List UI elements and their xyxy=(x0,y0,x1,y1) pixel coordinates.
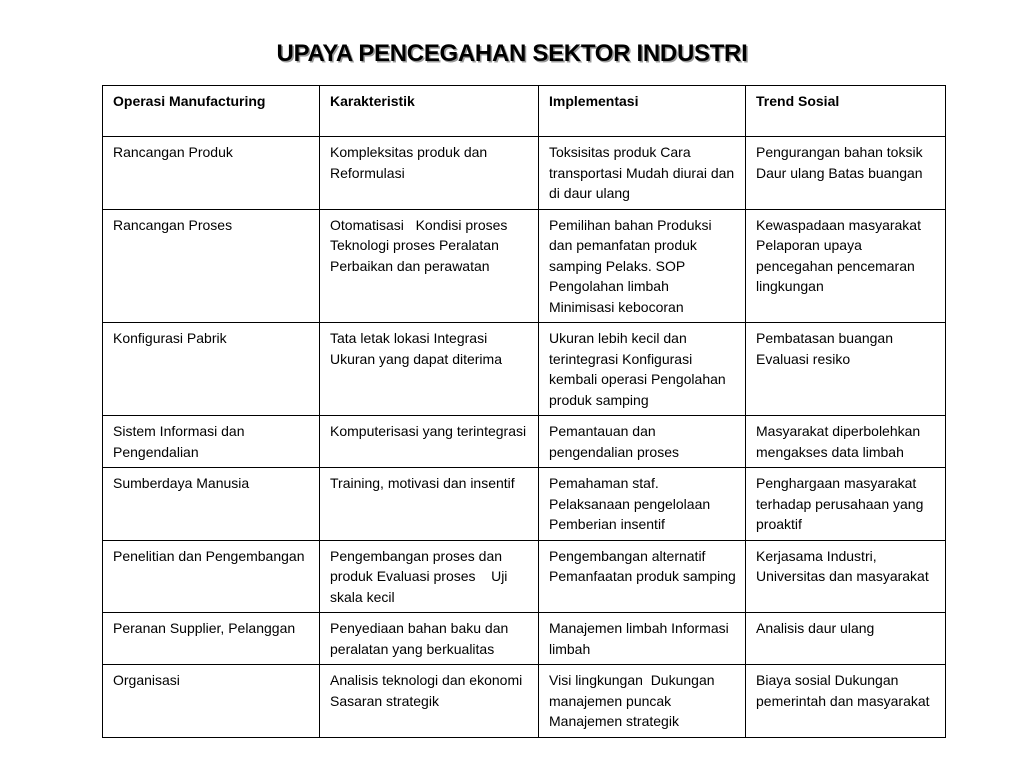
cell-trend-sosial: Pengurangan bahan toksik Daur ulang Batas buangan xyxy=(746,137,946,210)
slide-title: UPAYA PENCEGAHAN SEKTOR INDUSTRI xyxy=(276,40,748,67)
header-operasi-manufacturing: Operasi Manufacturing xyxy=(103,86,320,137)
table-row xyxy=(103,416,946,468)
header-trend-sosial: Trend Sosial xyxy=(746,86,946,137)
header-karakteristik: Karakteristik xyxy=(320,86,539,137)
table-row xyxy=(103,540,946,613)
cell-operasi: Penelitian dan Pengembangan xyxy=(103,540,320,613)
cell-trend-sosial: Pembatasan buangan Evaluasi resiko xyxy=(746,323,946,416)
cell-karakteristik: Analisis teknologi dan ekonomi Sasaran strategik xyxy=(320,665,539,738)
table-row xyxy=(103,468,946,541)
cell-implementasi: Toksisitas produk Cara transportasi Mudah diurai dan di daur ulang xyxy=(539,137,746,210)
cell-karakteristik: Otomatisasi Kondisi proses Teknologi proses Peralatan Perbaikan dan perawatan xyxy=(320,209,539,323)
cell-trend-sosial: Masyarakat diperbolehkan mengakses data limbah xyxy=(746,416,946,468)
cell-trend-sosial: Analisis daur ulang xyxy=(746,613,946,665)
cell-operasi: Sumberdaya Manusia xyxy=(103,468,320,541)
cell-implementasi: Visi lingkungan Dukungan manajemen puncak Manajemen strategik xyxy=(539,665,746,738)
cell-karakteristik: Pengembangan proses dan produk Evaluasi proses Uji skala kecil xyxy=(320,540,539,613)
cell-implementasi: Pengembangan alternatif Pemanfaatan produk samping xyxy=(539,540,746,613)
cell-implementasi: Manajemen limbah Informasi limbah xyxy=(539,613,746,665)
cell-implementasi: Pemantauan dan pengendalian proses xyxy=(539,416,746,468)
cell-trend-sosial: Kerjasama Industri, Universitas dan masyarakat xyxy=(746,540,946,613)
cell-implementasi: Pemilihan bahan Produksi dan pemanfatan produk samping Pelaks. SOP Pengolahan limbah Minimisasi kebocoran xyxy=(539,209,746,323)
cell-operasi: Peranan Supplier, Pelanggan xyxy=(103,613,320,665)
cell-trend-sosial: Biaya sosial Dukungan pemerintah dan masyarakat xyxy=(746,665,946,738)
cell-karakteristik: Training, motivasi dan insentif xyxy=(320,468,539,541)
cell-trend-sosial: Kewaspadaan masyarakat Pelaporan upaya pencegahan pencemaran lingkungan xyxy=(746,209,946,323)
prevention-table xyxy=(102,85,946,738)
cell-implementasi: Pemahaman staf. Pelaksanaan pengelolaan Pemberian insentif xyxy=(539,468,746,541)
table-row xyxy=(103,209,946,323)
table-header-row xyxy=(103,86,946,137)
cell-karakteristik: Komputerisasi yang terintegrasi xyxy=(320,416,539,468)
table-row xyxy=(103,665,946,738)
cell-operasi: Sistem Informasi dan Pengendalian xyxy=(103,416,320,468)
cell-karakteristik: Penyediaan bahan baku dan peralatan yang berkualitas xyxy=(320,613,539,665)
cell-operasi: Rancangan Produk xyxy=(103,137,320,210)
cell-operasi: Organisasi xyxy=(103,665,320,738)
header-implementasi: Implementasi xyxy=(539,86,746,137)
cell-implementasi: Ukuran lebih kecil dan terintegrasi Konfigurasi kembali operasi Pengolahan produk samping xyxy=(539,323,746,416)
table-row xyxy=(103,137,946,210)
cell-karakteristik: Tata letak lokasi Integrasi Ukuran yang dapat diterima xyxy=(320,323,539,416)
cell-karakteristik: Kompleksitas produk dan Reformulasi xyxy=(320,137,539,210)
table-row xyxy=(103,323,946,416)
cell-operasi: Konfigurasi Pabrik xyxy=(103,323,320,416)
cell-operasi: Rancangan Proses xyxy=(103,209,320,323)
table-row xyxy=(103,613,946,665)
cell-trend-sosial: Penghargaan masyarakat terhadap perusahaan yang proaktif xyxy=(746,468,946,541)
